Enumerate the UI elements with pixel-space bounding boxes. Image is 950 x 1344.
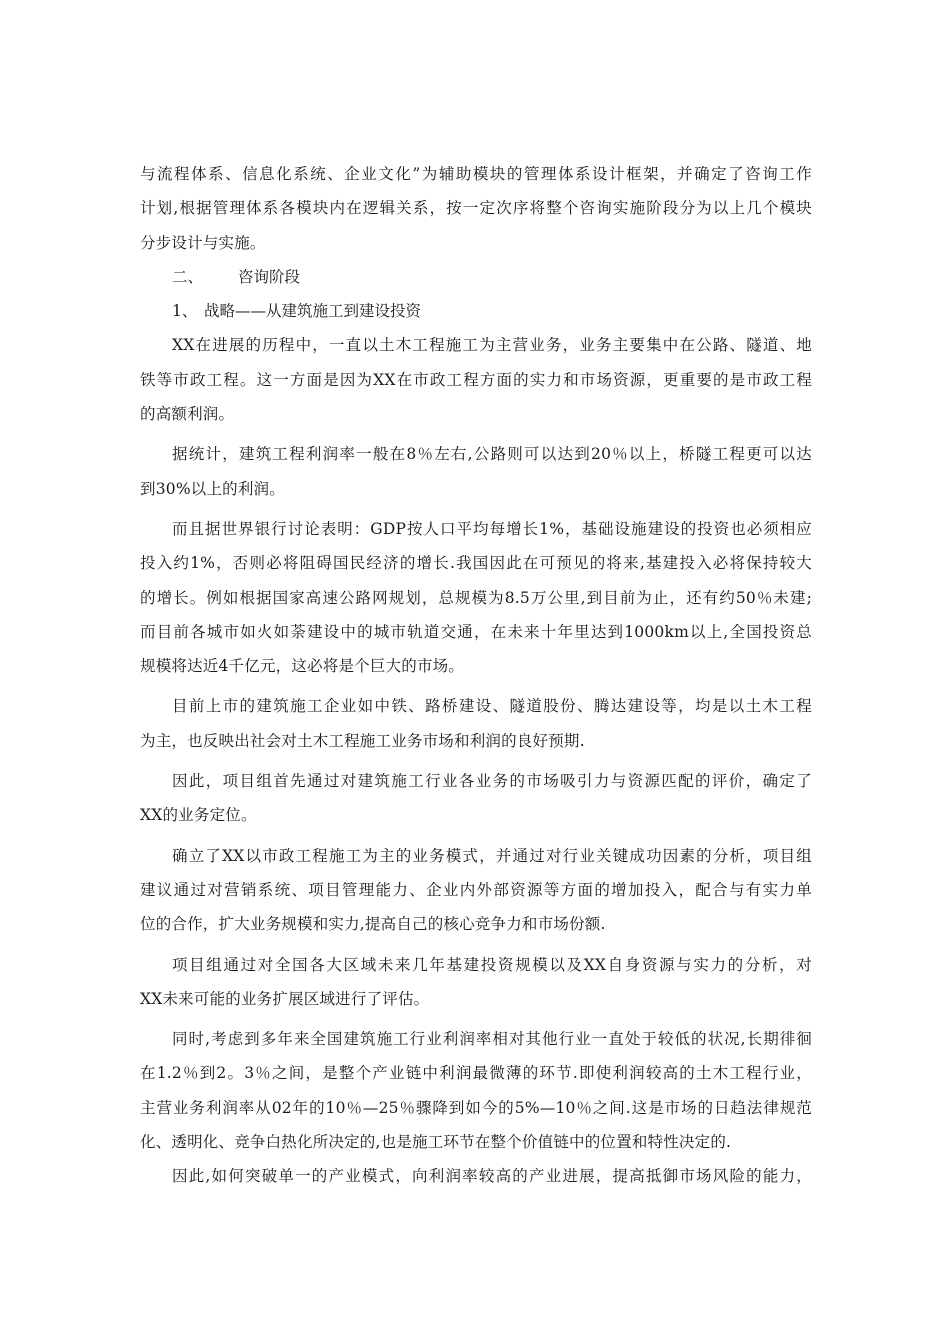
subsection-heading — [140, 294, 812, 328]
paragraph-line: 建议通过对营销系统、项目管理能力、企业内外部资源等方面的增加投入，配合与有实力单 — [140, 880, 812, 899]
body-line: 与流程体系、信息化系统、企业文化”为辅助模块的管理体系设计框架，并确定了咨询工作 — [140, 165, 812, 183]
paragraph-line: 铁等市政工程。这一方面是因为XX在市政工程方面的实力和市场资源，更重要的是市政工程 — [140, 370, 812, 389]
section-title: 咨询阶段 — [238, 267, 301, 286]
body-line: 分步设计与实施。 — [140, 233, 266, 252]
body-line: 计划,根据管理体系各模块内在逻辑关系，按一定次序将整个咨询实施阶段分为以上几个模块 — [140, 199, 812, 218]
paragraph-line: 主营业务利润率从02年的10％—25％骤降到如今的5%—10％之间.这是市场的日趋法律规范 — [140, 1098, 812, 1117]
paragraph-line: 化、透明化、竞争白热化所决定的,也是施工环节在整个价值链中的位置和特性决定的. — [140, 1133, 732, 1152]
paragraph-line: XX未来可能的业务扩展区域进行了评估。 — [140, 989, 430, 1008]
subsection-title: 战略——从建筑施工到建设投资 — [204, 302, 422, 321]
subsection-number: 1、 — [172, 302, 198, 321]
paragraph-line: 据统计，建筑工程利润率一般在8％左右,公路则可以达到20％以上，桥隧工程更可以达 — [172, 445, 812, 464]
paragraph-line: 而且据世界银行讨论表明：GDP按人口平均每增长1%，基础设施建设的投资也必须相应 — [172, 519, 812, 538]
paragraph-line: 在1.2％到2。3％之间，是整个产业链中利润最微薄的环节.即使利润较高的土木工程行业， — [140, 1064, 812, 1083]
paragraph-line: XX的业务定位。 — [140, 806, 257, 825]
paragraph-line: 目前上市的建筑施工企业如中铁、路桥建设、隧道股份、腾达建设等，均是以土木工程 — [172, 697, 812, 716]
paragraph-line: 因此,如何突破单一的产业模式，向利润率较高的产业进展，提高抵御市场风险的能力， — [172, 1167, 812, 1186]
paragraph-line: 确立了XX以市政工程施工为主的业务模式，并通过对行业关键成功因素的分析，项目组 — [172, 846, 812, 865]
paragraph-line: 同时,考虑到多年来全国建筑施工行业利润率相对其他行业一直处于较低的状况,长期徘徊 — [172, 1030, 812, 1049]
paragraph-line: 规模将达近4千亿元，这必将是个巨大的市场。 — [140, 657, 465, 676]
section-number: 二、 — [172, 267, 204, 286]
paragraph-line: 的增长。例如根据国家高速公路网规划，总规模为8.5万公里,到目前为止，还有约50％未建; — [140, 588, 812, 607]
paragraph-line: 因此，项目组首先通过对建筑施工行业各业务的市场吸引力与资源匹配的评价，确定了 — [172, 772, 812, 791]
paragraph-line: 项目组通过对全国各大区域未来几年基建投资规模以及XX自身资源与实力的分析，对 — [172, 955, 812, 974]
paragraph-line: XX在进展的历程中，一直以土木工程施工为主营业务，业务主要集中在公路、隧道、地 — [172, 336, 812, 355]
paragraph-line: 而目前各城市如火如荼建设中的城市轨道交通，在未来十年里达到1000km以上,全国投资总 — [140, 622, 812, 641]
document-body — [140, 157, 812, 1194]
paragraph-line: 投入约1%，否则必将阻碍国民经济的增长.我国因此在可预见的将来,基建投入必将保持较大 — [140, 554, 812, 573]
paragraph-line: 的高额利润。 — [140, 405, 235, 424]
section-heading — [140, 260, 812, 294]
paragraph-line: 位的合作，扩大业务规模和实力,提高自己的核心竞争力和市场份额. — [140, 915, 606, 934]
paragraph-line: 到30%以上的利润。 — [140, 479, 285, 498]
paragraph-line: 为主，也反映出社会对土木工程施工业务市场和利润的良好预期. — [140, 731, 585, 750]
